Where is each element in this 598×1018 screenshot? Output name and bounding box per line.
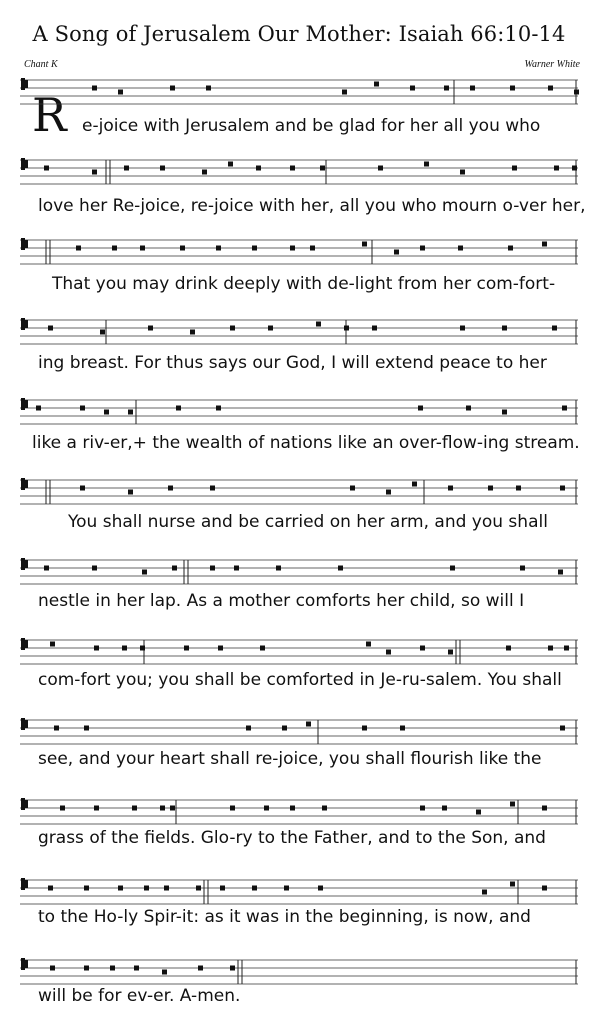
note-head: [168, 486, 173, 491]
lyric-line-8: com-fort you; you shall be comforted in Je-ru-salem. You shall: [38, 670, 562, 690]
note-head: [442, 806, 447, 811]
note-head: [418, 406, 423, 411]
note-head: [306, 722, 311, 727]
note-head: [510, 882, 515, 887]
lyric-line-1: e-joice with Jerusalem and be glad for her all you who: [82, 116, 541, 136]
music-staff-12: [20, 954, 580, 990]
note-head: [218, 646, 223, 651]
note-head: [410, 86, 415, 91]
note-head: [282, 726, 287, 731]
page-title: A Song of Jerusalem Our Mother: Isaiah 66:10-14: [32, 22, 566, 46]
note-head: [110, 966, 115, 971]
note-head: [362, 242, 367, 247]
note-head: [176, 406, 181, 411]
note-head: [118, 90, 123, 95]
note-head: [394, 250, 399, 255]
note-head: [92, 170, 97, 175]
note-head: [134, 966, 139, 971]
note-head: [112, 246, 117, 251]
note-head: [276, 566, 281, 571]
lyric-line-7: nestle in her lap. As a mother comforts her child, so will I: [38, 591, 525, 611]
clef-icon: [21, 238, 25, 250]
note-head: [124, 166, 129, 171]
note-head: [458, 246, 463, 251]
note-head: [290, 166, 295, 171]
music-staff-11: [20, 874, 580, 910]
clef-icon: [25, 240, 28, 248]
note-head: [320, 166, 325, 171]
note-head: [448, 486, 453, 491]
note-head: [512, 166, 517, 171]
note-head: [502, 410, 507, 415]
note-head: [542, 806, 547, 811]
lyric-line-4: ing breast. For thus says our God, I will extend peace to her: [38, 353, 547, 373]
clef-icon: [21, 318, 25, 330]
note-head: [366, 642, 371, 647]
note-head: [202, 170, 207, 175]
lyric-line-9: see, and your heart shall re-joice, you shall flourish like the: [38, 749, 542, 769]
note-head: [552, 326, 557, 331]
note-head: [170, 86, 175, 91]
note-head: [420, 246, 425, 251]
note-head: [48, 886, 53, 891]
note-head: [516, 486, 521, 491]
music-staff-8: [20, 634, 580, 670]
music-staff-3: [20, 234, 580, 270]
clef-icon: [21, 398, 25, 410]
note-head: [448, 650, 453, 655]
note-head: [284, 886, 289, 891]
note-head: [420, 646, 425, 651]
note-head: [162, 970, 167, 975]
note-head: [50, 966, 55, 971]
note-head: [310, 246, 315, 251]
lyric-line-10: grass of the fields. Glo-ry to the Father, and to the Son, and: [38, 828, 546, 848]
music-staff-1: [20, 74, 580, 110]
note-head: [508, 246, 513, 251]
note-head: [210, 486, 215, 491]
note-head: [92, 566, 97, 571]
note-head: [554, 166, 559, 171]
note-head: [260, 646, 265, 651]
note-head: [246, 726, 251, 731]
note-head: [118, 886, 123, 891]
music-staff-2: [20, 154, 580, 190]
note-head: [520, 566, 525, 571]
note-head: [122, 646, 127, 651]
note-head: [94, 806, 99, 811]
note-head: [94, 646, 99, 651]
music-staff-4: [20, 314, 580, 350]
note-head: [142, 570, 147, 575]
note-head: [180, 246, 185, 251]
note-head: [572, 166, 577, 171]
note-head: [362, 726, 367, 731]
note-head: [350, 486, 355, 491]
note-head: [488, 486, 493, 491]
clef-icon: [21, 478, 25, 490]
note-head: [264, 806, 269, 811]
note-head: [140, 246, 145, 251]
note-head: [378, 166, 383, 171]
note-head: [290, 806, 295, 811]
note-head: [290, 246, 295, 251]
note-head: [84, 726, 89, 731]
clef-icon: [25, 320, 28, 328]
clef-icon: [25, 560, 28, 568]
note-head: [60, 806, 65, 811]
clef-icon: [25, 400, 28, 408]
lyric-line-2: love her Re-joice, re-joice with her, all you who mourn o-ver her,: [38, 196, 586, 216]
note-head: [140, 646, 145, 651]
note-head: [104, 410, 109, 415]
clef-icon: [25, 640, 28, 648]
note-head: [506, 646, 511, 651]
note-head: [460, 326, 465, 331]
note-head: [144, 886, 149, 891]
note-head: [228, 162, 233, 167]
note-head: [210, 566, 215, 571]
clef-icon: [25, 480, 28, 488]
note-head: [322, 806, 327, 811]
note-head: [230, 326, 235, 331]
note-head: [560, 726, 565, 731]
note-head: [172, 566, 177, 571]
note-head: [184, 646, 189, 651]
music-staff-10: [20, 794, 580, 830]
note-head: [542, 886, 547, 891]
clef-icon: [21, 798, 25, 810]
note-head: [230, 966, 235, 971]
note-head: [386, 650, 391, 655]
note-head: [128, 410, 133, 415]
chant-label: Chant K: [24, 59, 58, 70]
composer-credit: Warner White: [524, 59, 580, 70]
note-head: [318, 886, 323, 891]
note-head: [148, 326, 153, 331]
note-head: [412, 482, 417, 487]
clef-icon: [21, 718, 25, 730]
clef-icon: [25, 720, 28, 728]
note-head: [76, 246, 81, 251]
note-head: [444, 86, 449, 91]
note-head: [470, 86, 475, 91]
clef-icon: [25, 800, 28, 808]
note-head: [476, 810, 481, 815]
lyric-line-11: to the Ho-ly Spir-it: as it was in the beginning, is now, and: [38, 907, 531, 927]
note-head: [132, 806, 137, 811]
music-staff-7: [20, 554, 580, 590]
note-head: [574, 90, 579, 95]
note-head: [160, 806, 165, 811]
note-head: [510, 802, 515, 807]
note-head: [100, 330, 105, 335]
note-head: [342, 90, 347, 95]
note-head: [400, 726, 405, 731]
note-head: [164, 886, 169, 891]
note-head: [338, 566, 343, 571]
note-head: [460, 170, 465, 175]
note-head: [44, 566, 49, 571]
note-head: [48, 326, 53, 331]
clef-icon: [21, 78, 25, 90]
note-head: [84, 886, 89, 891]
note-head: [80, 406, 85, 411]
note-head: [256, 166, 261, 171]
note-head: [252, 886, 257, 891]
note-head: [220, 886, 225, 891]
clef-icon: [21, 158, 25, 170]
music-staff-6: [20, 474, 580, 510]
note-head: [170, 806, 175, 811]
note-head: [344, 326, 349, 331]
music-staff-9: [20, 714, 580, 750]
clef-icon: [25, 160, 28, 168]
note-head: [50, 642, 55, 647]
lyric-line-5: like a riv-er,+ the wealth of nations like an over-flow-ing stream.: [32, 433, 580, 453]
note-head: [374, 82, 379, 87]
note-head: [502, 326, 507, 331]
note-head: [316, 322, 321, 327]
note-head: [230, 806, 235, 811]
note-head: [558, 570, 563, 575]
note-head: [190, 330, 195, 335]
clef-icon: [21, 638, 25, 650]
note-head: [84, 966, 89, 971]
note-head: [196, 886, 201, 891]
note-head: [450, 566, 455, 571]
note-head: [44, 166, 49, 171]
note-head: [510, 86, 515, 91]
clef-icon: [21, 878, 25, 890]
note-head: [548, 646, 553, 651]
note-head: [54, 726, 59, 731]
music-staff-5: [20, 394, 580, 430]
note-head: [372, 326, 377, 331]
note-head: [482, 890, 487, 895]
note-head: [542, 242, 547, 247]
note-head: [92, 86, 97, 91]
note-head: [562, 406, 567, 411]
note-head: [268, 326, 273, 331]
note-head: [206, 86, 211, 91]
note-head: [216, 246, 221, 251]
clef-icon: [21, 958, 25, 970]
clef-icon: [25, 880, 28, 888]
clef-icon: [25, 80, 28, 88]
note-head: [198, 966, 203, 971]
note-head: [128, 490, 133, 495]
note-head: [424, 162, 429, 167]
note-head: [234, 566, 239, 571]
note-head: [548, 86, 553, 91]
note-head: [160, 166, 165, 171]
note-head: [386, 490, 391, 495]
lyric-line-3: That you may drink deeply with de-light from her com-fort-: [52, 274, 556, 294]
note-head: [80, 486, 85, 491]
note-head: [420, 806, 425, 811]
clef-icon: [21, 558, 25, 570]
lyric-line-6: You shall nurse and be carried on her arm, and you shall: [68, 512, 548, 532]
lyric-line-12: will be for ev-er. A-men.: [38, 986, 241, 1006]
note-head: [36, 406, 41, 411]
note-head: [564, 646, 569, 651]
note-head: [466, 406, 471, 411]
clef-icon: [25, 960, 28, 968]
note-head: [216, 406, 221, 411]
note-head: [560, 486, 565, 491]
note-head: [252, 246, 257, 251]
drop-cap: R: [32, 88, 67, 142]
